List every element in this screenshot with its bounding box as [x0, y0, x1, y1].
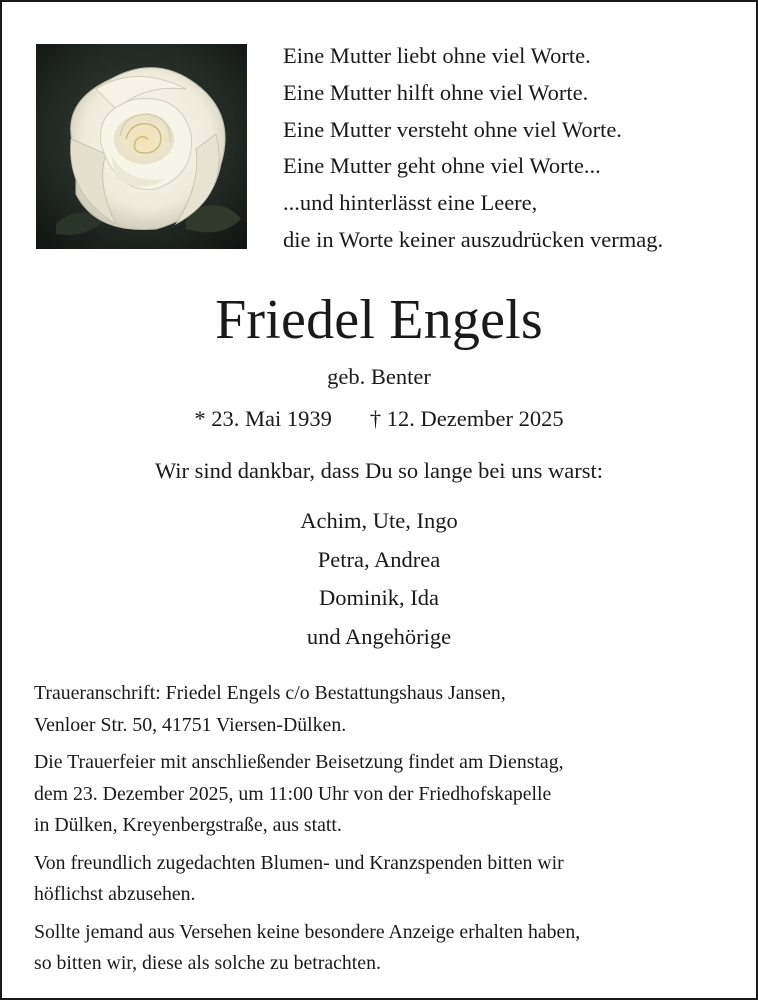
poem-line: Eine Mutter versteht ohne viel Worte. [283, 116, 622, 142]
white-rose-photo-icon [36, 44, 247, 249]
address-line: Traueranschrift: Friedel Engels c/o Bestattungshaus Jansen, [34, 682, 506, 704]
flowers-line: Von freundlich zugedachten Blumen- und Kranzspenden bitten wir [34, 851, 564, 874]
ceremony-line: Die Trauerfeier mit anschließender Beisetzung findet am Dienstag, [34, 751, 564, 773]
ceremony-paragraph [34, 747, 734, 842]
poem-line: Eine Mutter geht ohne viel Worte... [283, 153, 601, 179]
flowers-line: höflichst abzusehen. [34, 883, 196, 905]
poem-line: Eine Mutter liebt ohne viel Worte. [283, 43, 591, 68]
gratitude-line: Wir sind dankbar, dass Du so lange bei uns warst: [154, 458, 604, 483]
mourner-line: Dominik, Ida [319, 585, 439, 610]
life-dates [0, 403, 758, 435]
mourners-list [0, 502, 758, 656]
poem-line: die in Worte keiner auszudrücken vermag. [283, 226, 664, 252]
poem-line: ...und hinterlässt eine Leere, [283, 190, 538, 216]
flowers-paragraph [34, 848, 734, 911]
address-line: Venloer Str. 50, 41751 Viersen-Dülken. [34, 713, 347, 736]
birth-date: * 23. Mai 1939 [194, 406, 332, 431]
address-paragraph [34, 678, 734, 741]
mourner-line: Petra, Andrea [317, 546, 441, 572]
mourner-line: Achim, Ute, Ingo [300, 508, 458, 533]
ceremony-line: dem 23. Dezember 2025, um 11:00 Uhr von der Friedhofskapelle [34, 782, 552, 805]
poem [283, 38, 743, 259]
mourner-line: und Angehörige [306, 623, 452, 649]
death-date: † 12. Dezember 2025 [369, 406, 564, 431]
funeral-information [34, 678, 734, 986]
maiden-name: geb. Benter [327, 364, 431, 389]
notice-paragraph [34, 917, 734, 980]
ceremony-line: in Dülken, Kreyenbergstraße, aus statt. [34, 814, 342, 836]
notice-line: Sollte jemand aus Versehen keine besondere Anzeige erhalten haben, [34, 920, 581, 943]
poem-line: Eine Mutter hilft ohne viel Worte. [283, 79, 589, 105]
deceased-name: Friedel Engels [215, 289, 543, 351]
notice-line: so bitten wir, diese als solche zu betrachten. [34, 952, 381, 974]
